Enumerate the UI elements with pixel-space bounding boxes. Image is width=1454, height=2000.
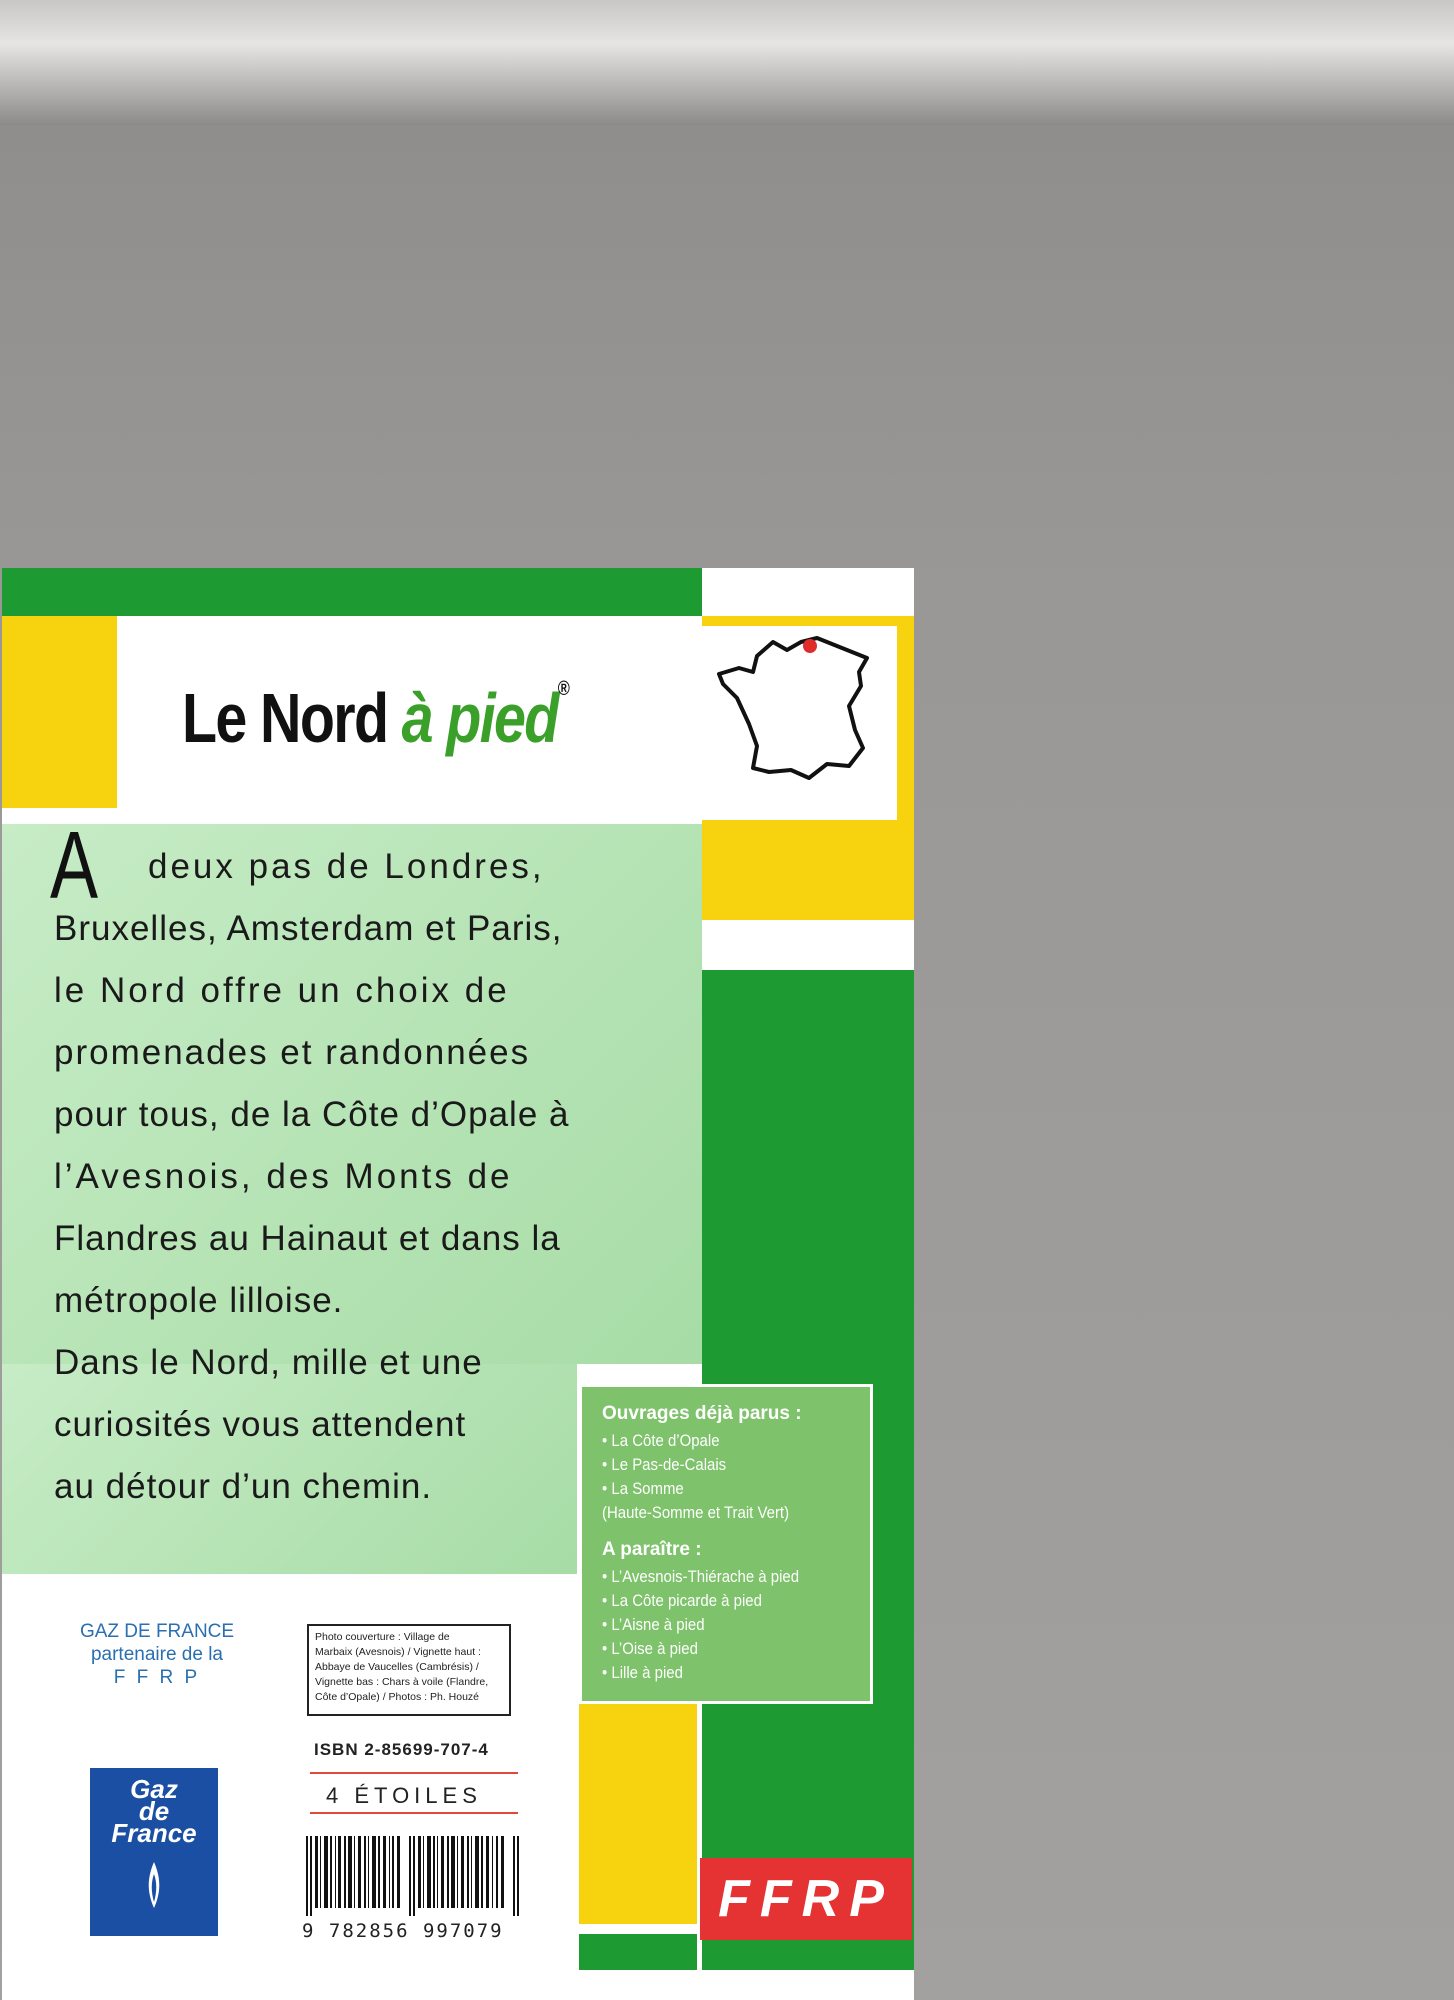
gaz-de-france-logo [90,1768,218,1936]
top-green-stripe [2,568,702,616]
book-back-cover [2,568,914,2000]
barcode-number: 9 782856 997079 [302,1920,504,1942]
red-rule [310,1772,518,1774]
credits-line: Côte d’Opale) / Photos : Ph. Houzé [315,1691,480,1703]
france-map [717,628,887,788]
photo-credits [307,1624,511,1716]
drop-cap: A [50,812,99,919]
sponsor-line: partenaire de la [90,1644,224,1665]
sponsor-line: F F R P [113,1667,201,1688]
credits-line: Photo couverture : Village de [315,1631,450,1643]
red-rule [310,1812,518,1814]
upcoming-item: • Lille à pied [602,1663,683,1682]
sponsor-line: GAZ DE FRANCE [79,1621,235,1642]
sponsor-text [42,1620,272,1689]
published-item: • La Somme [602,1479,684,1498]
desc-line: deux pas de Londres, [148,847,545,886]
book-list-box [579,1384,873,1704]
left-yellow-block [2,616,117,808]
right-yellow-edge [897,616,914,820]
published-heading: Ouvrages déjà parus : [602,1403,802,1424]
published-item: • La Côte d’Opale [602,1431,720,1450]
desc-line: au détour d’un chemin. [54,1467,433,1506]
upcoming-item: • La Côte picarde à pied [602,1591,762,1610]
published-item: • Le Pas-de-Calais [602,1455,727,1474]
lower-white-gap [579,1970,914,2000]
upcoming-item: • L’Oise à pied [602,1639,698,1658]
upcoming-heading: A paraître : [602,1539,702,1560]
title-accent: à pied [401,679,558,757]
book-title [182,678,568,758]
upcoming-item: • L’Avesnois-Thiérache à pied [602,1567,800,1586]
published-item: (Haute-Somme et Trait Vert) [602,1503,790,1522]
desc-line: curiosités vous attendent [54,1405,467,1444]
credits-line: Vignette bas : Chars à voile (Flandre, [315,1676,489,1688]
credits-line: Abbaye de Vaucelles (Cambrésis) / [315,1661,479,1673]
gdf-logo-text: France [111,1818,197,1848]
flame-icon [142,1860,166,1910]
star-rating: 4 ÉTOILES [326,1783,482,1808]
gdf-logo-text: Gaz [130,1774,178,1804]
desc-line: pour tous, de la Côte d’Opale à [54,1095,570,1134]
desc-line: Bruxelles, Amsterdam et Paris, [54,909,563,948]
ffrp-logo: FFRP [700,1858,912,1940]
nord-marker [803,639,817,653]
desc-line: Dans le Nord, mille et une [54,1343,483,1382]
gdf-logo-text: de [138,1796,170,1826]
desc-line: l’Avesnois, des Monts de [54,1157,513,1196]
lower-green-square [579,1934,697,1970]
scan-shadow [0,0,1454,125]
desc-line: le Nord offre un choix de [54,971,510,1010]
desc-line: Flandres au Hainaut et dans la [54,1219,561,1258]
map-yellow-bottom [702,616,914,626]
right-yellow-block [702,820,914,920]
isbn: ISBN 2-85699-707-4 [314,1740,489,1759]
upcoming-item: • L’Aisne à pied [602,1615,705,1634]
title-mark: ® [557,678,569,700]
lower-yellow-block [579,1704,697,1924]
white-gap [702,920,914,970]
desc-line: métropole lilloise. [54,1281,344,1320]
credits-line: Marbaix (Avesnois) / Vignette haut : [315,1646,481,1658]
title-main: Le Nord [182,679,402,757]
barcode-icon [306,1836,520,1916]
desc-line: promenades et randonnées [54,1033,531,1072]
